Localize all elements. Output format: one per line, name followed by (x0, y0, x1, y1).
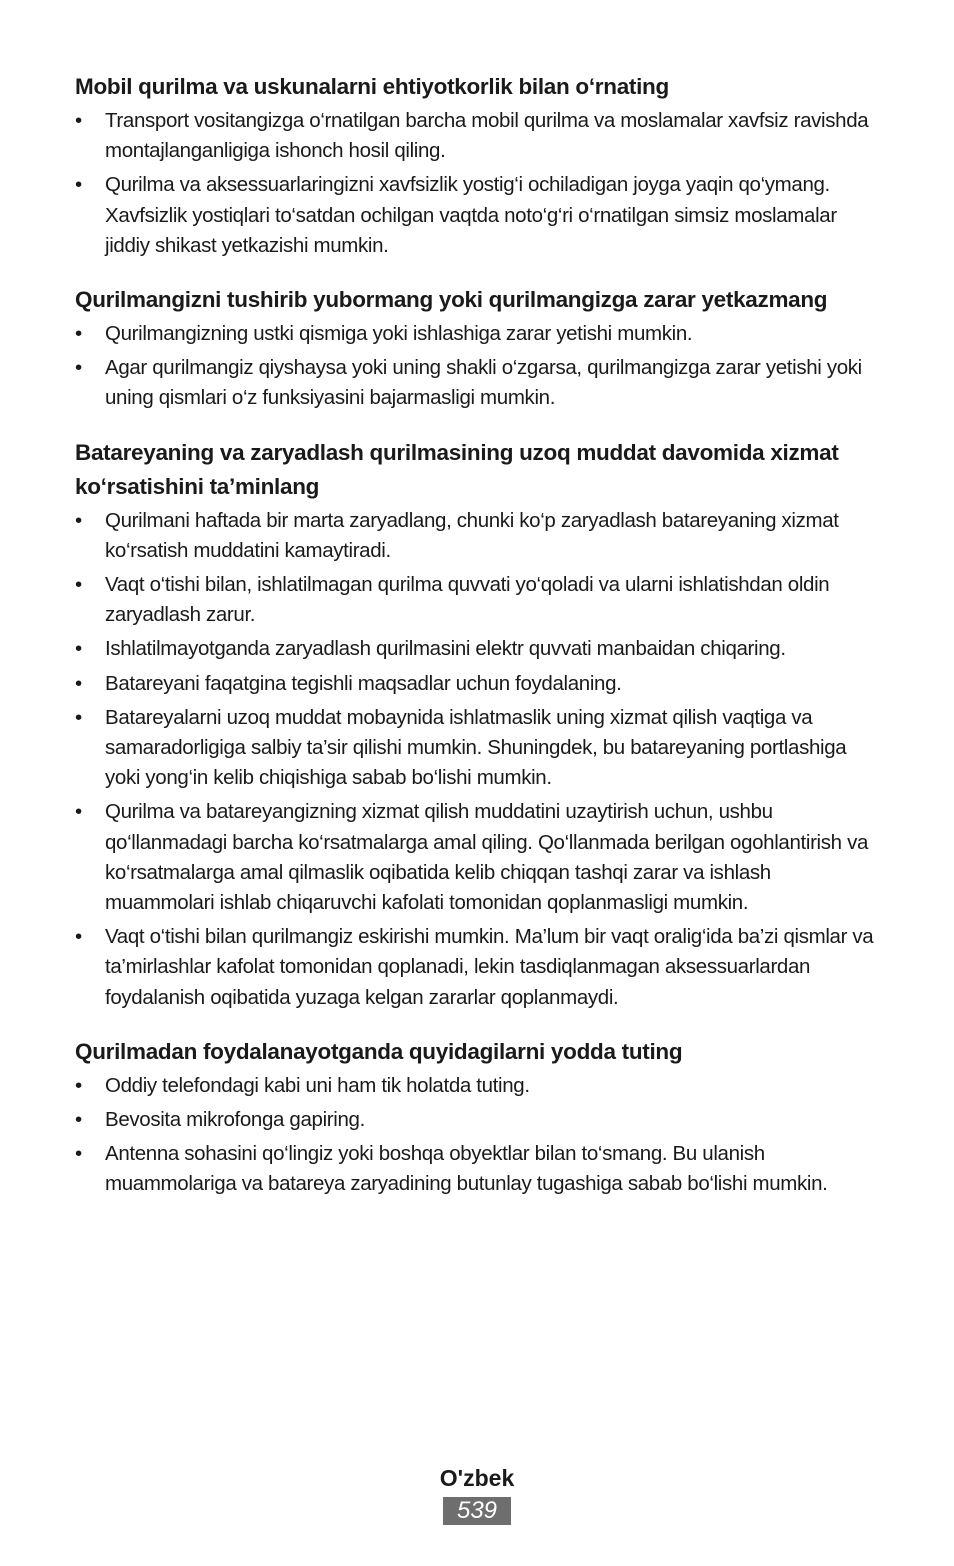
bullet-icon: • (75, 1142, 82, 1166)
bullet-icon: • (75, 173, 82, 197)
bullet-list (75, 506, 885, 1013)
list-item-text: Bevosita mikrofonga gapiring. (105, 1108, 365, 1132)
bullet-icon: • (75, 322, 82, 346)
section-heading: Qurilmangizni tushirib yubormang yoki qurilmangizga zarar yetkazmang (75, 287, 828, 313)
list-item (75, 1139, 885, 1199)
list-item (75, 1071, 885, 1101)
section-usage-tips (75, 1035, 885, 1200)
footer-language: O'zbek (439, 1465, 515, 1491)
page-content (75, 70, 885, 1222)
list-item (75, 506, 885, 566)
list-item (75, 669, 885, 699)
section-do-not-drop (75, 283, 885, 414)
list-item-text: Batareyalarni uzoq muddat mobaynida ishlatmaslik uning xizmat qilish vaqtiga va samaradorligiga salbiy ta’sir qilishi mumkin. Shuningdek, bu batareyaning portlashiga yoki yong‘in kelib chiqishiga sabab bo‘lishi mumkin. (105, 705, 847, 790)
list-item (75, 703, 885, 794)
bullet-icon: • (75, 1108, 82, 1132)
list-item-text: Agar qurilmangiz qiyshaysa yoki uning shakli o‘zgarsa, qurilmangizga zarar yetishi yoki uning qismlari o‘z funksiyasini bajarmasligi mumkin. (105, 356, 862, 410)
list-item-text: Ishlatilmayotganda zaryadlash qurilmasini elektr quvvati manbaidan chiqaring. (105, 637, 786, 661)
list-item (75, 797, 885, 918)
bullet-icon: • (75, 925, 82, 949)
list-item-text: Vaqt o‘tishi bilan, ishlatilmagan qurilma quvvati yo‘qoladi va ularni ishlatishdan oldin zaryadlash zarur. (105, 573, 830, 627)
section-heading: Qurilmadan foydalanayotganda quyidagilarni yodda tuting (75, 1038, 683, 1064)
bullet-icon: • (75, 109, 82, 132)
section-battery-life (75, 436, 885, 1013)
list-item (75, 170, 885, 261)
bullet-list (75, 106, 885, 261)
list-item-text: Qurilma va batareyangizning xizmat qilish muddatini uzaytirish uchun, ushbu qo‘llanmadagi barcha ko‘rsatmalarga amal qiling. Qo‘llanmada berilgan ogohlantirish va ko‘rsatmalarga amal qilmaslik oqibatida kelib chiqqan tashqi zarar va ishlash muammolari ishlab chiqaruvchi kafolati tomonidan qoplanmasligi mumkin. (105, 800, 869, 915)
list-item-text: Batareyani faqatgina tegishli maqsadlar uchun foydalaning. (105, 671, 622, 695)
section-heading: Batareyaning va zaryadlash qurilmasining uzoq muddat davomida xizmat ko‘rsatishini ta’minlang (75, 439, 839, 499)
list-item-text: Qurilmani haftada bir marta zaryadlang, chunki ko‘p zaryadlash batareyaning xizmat ko‘rsatish muddatini kamaytiradi. (105, 508, 839, 562)
section-device-installation (75, 70, 885, 261)
list-item-text: Qurilmangizning ustki qismiga yoki ishlashiga zarar yetishi mumkin. (105, 322, 693, 346)
list-item (75, 353, 885, 413)
list-item (75, 1105, 885, 1135)
page-number: 539 (443, 1497, 511, 1525)
bullet-icon: • (75, 705, 82, 729)
page-footer (0, 1460, 954, 1525)
bullet-icon: • (75, 356, 82, 380)
bullet-icon: • (75, 573, 82, 597)
bullet-icon: • (75, 1073, 82, 1097)
list-item-text: Transport vositangizga o‘rnatilgan barcha mobil qurilma va moslamalar xavfsiz ravishda montajlanganligiga ishonch hosil qiling. (105, 109, 869, 163)
bullet-icon: • (75, 637, 82, 661)
list-item-text: Oddiy telefondagi kabi uni ham tik holatda tuting. (105, 1073, 530, 1097)
bullet-icon: • (75, 671, 82, 695)
bullet-icon: • (75, 508, 82, 532)
list-item (75, 106, 885, 166)
section-heading: Mobil qurilma va uskunalarni ehtiyotkorlik bilan o‘rnating (75, 74, 669, 99)
list-item (75, 922, 885, 1013)
list-item (75, 634, 885, 664)
list-item-text: Vaqt o‘tishi bilan qurilmangiz eskirishi mumkin. Ma’lum bir vaqt oralig‘ida ba’zi qismlar va ta’mirlashlar kafolat tomonidan qoplanadi, lekin tasdiqlanmagan aksessuarlardan foydalanish oqibatida yuzaga kelgan zararlar qoplanmaydi. (105, 925, 874, 1009)
list-item (75, 319, 885, 349)
list-item (75, 570, 885, 630)
bullet-list (75, 1071, 885, 1200)
bullet-icon: • (75, 800, 82, 824)
list-item-text: Antenna sohasini qo‘lingiz yoki boshqa obyektlar bilan to‘smang. Bu ulanish muammolariga va batareya zaryadining butunlay tugashiga sabab bo‘lishi mumkin. (105, 1142, 828, 1196)
list-item-text: Qurilma va aksessuarlaringizni xavfsizlik yostig‘i ochiladigan joyga yaqin qo‘ymang. Xavfsizlik yostiqlari to‘satdan ochilgan vaqtda noto‘g‘ri o‘rnatilgan simsiz moslamalar jiddiy shikast yetkazishi mumkin. (105, 173, 837, 257)
bullet-list (75, 319, 885, 414)
